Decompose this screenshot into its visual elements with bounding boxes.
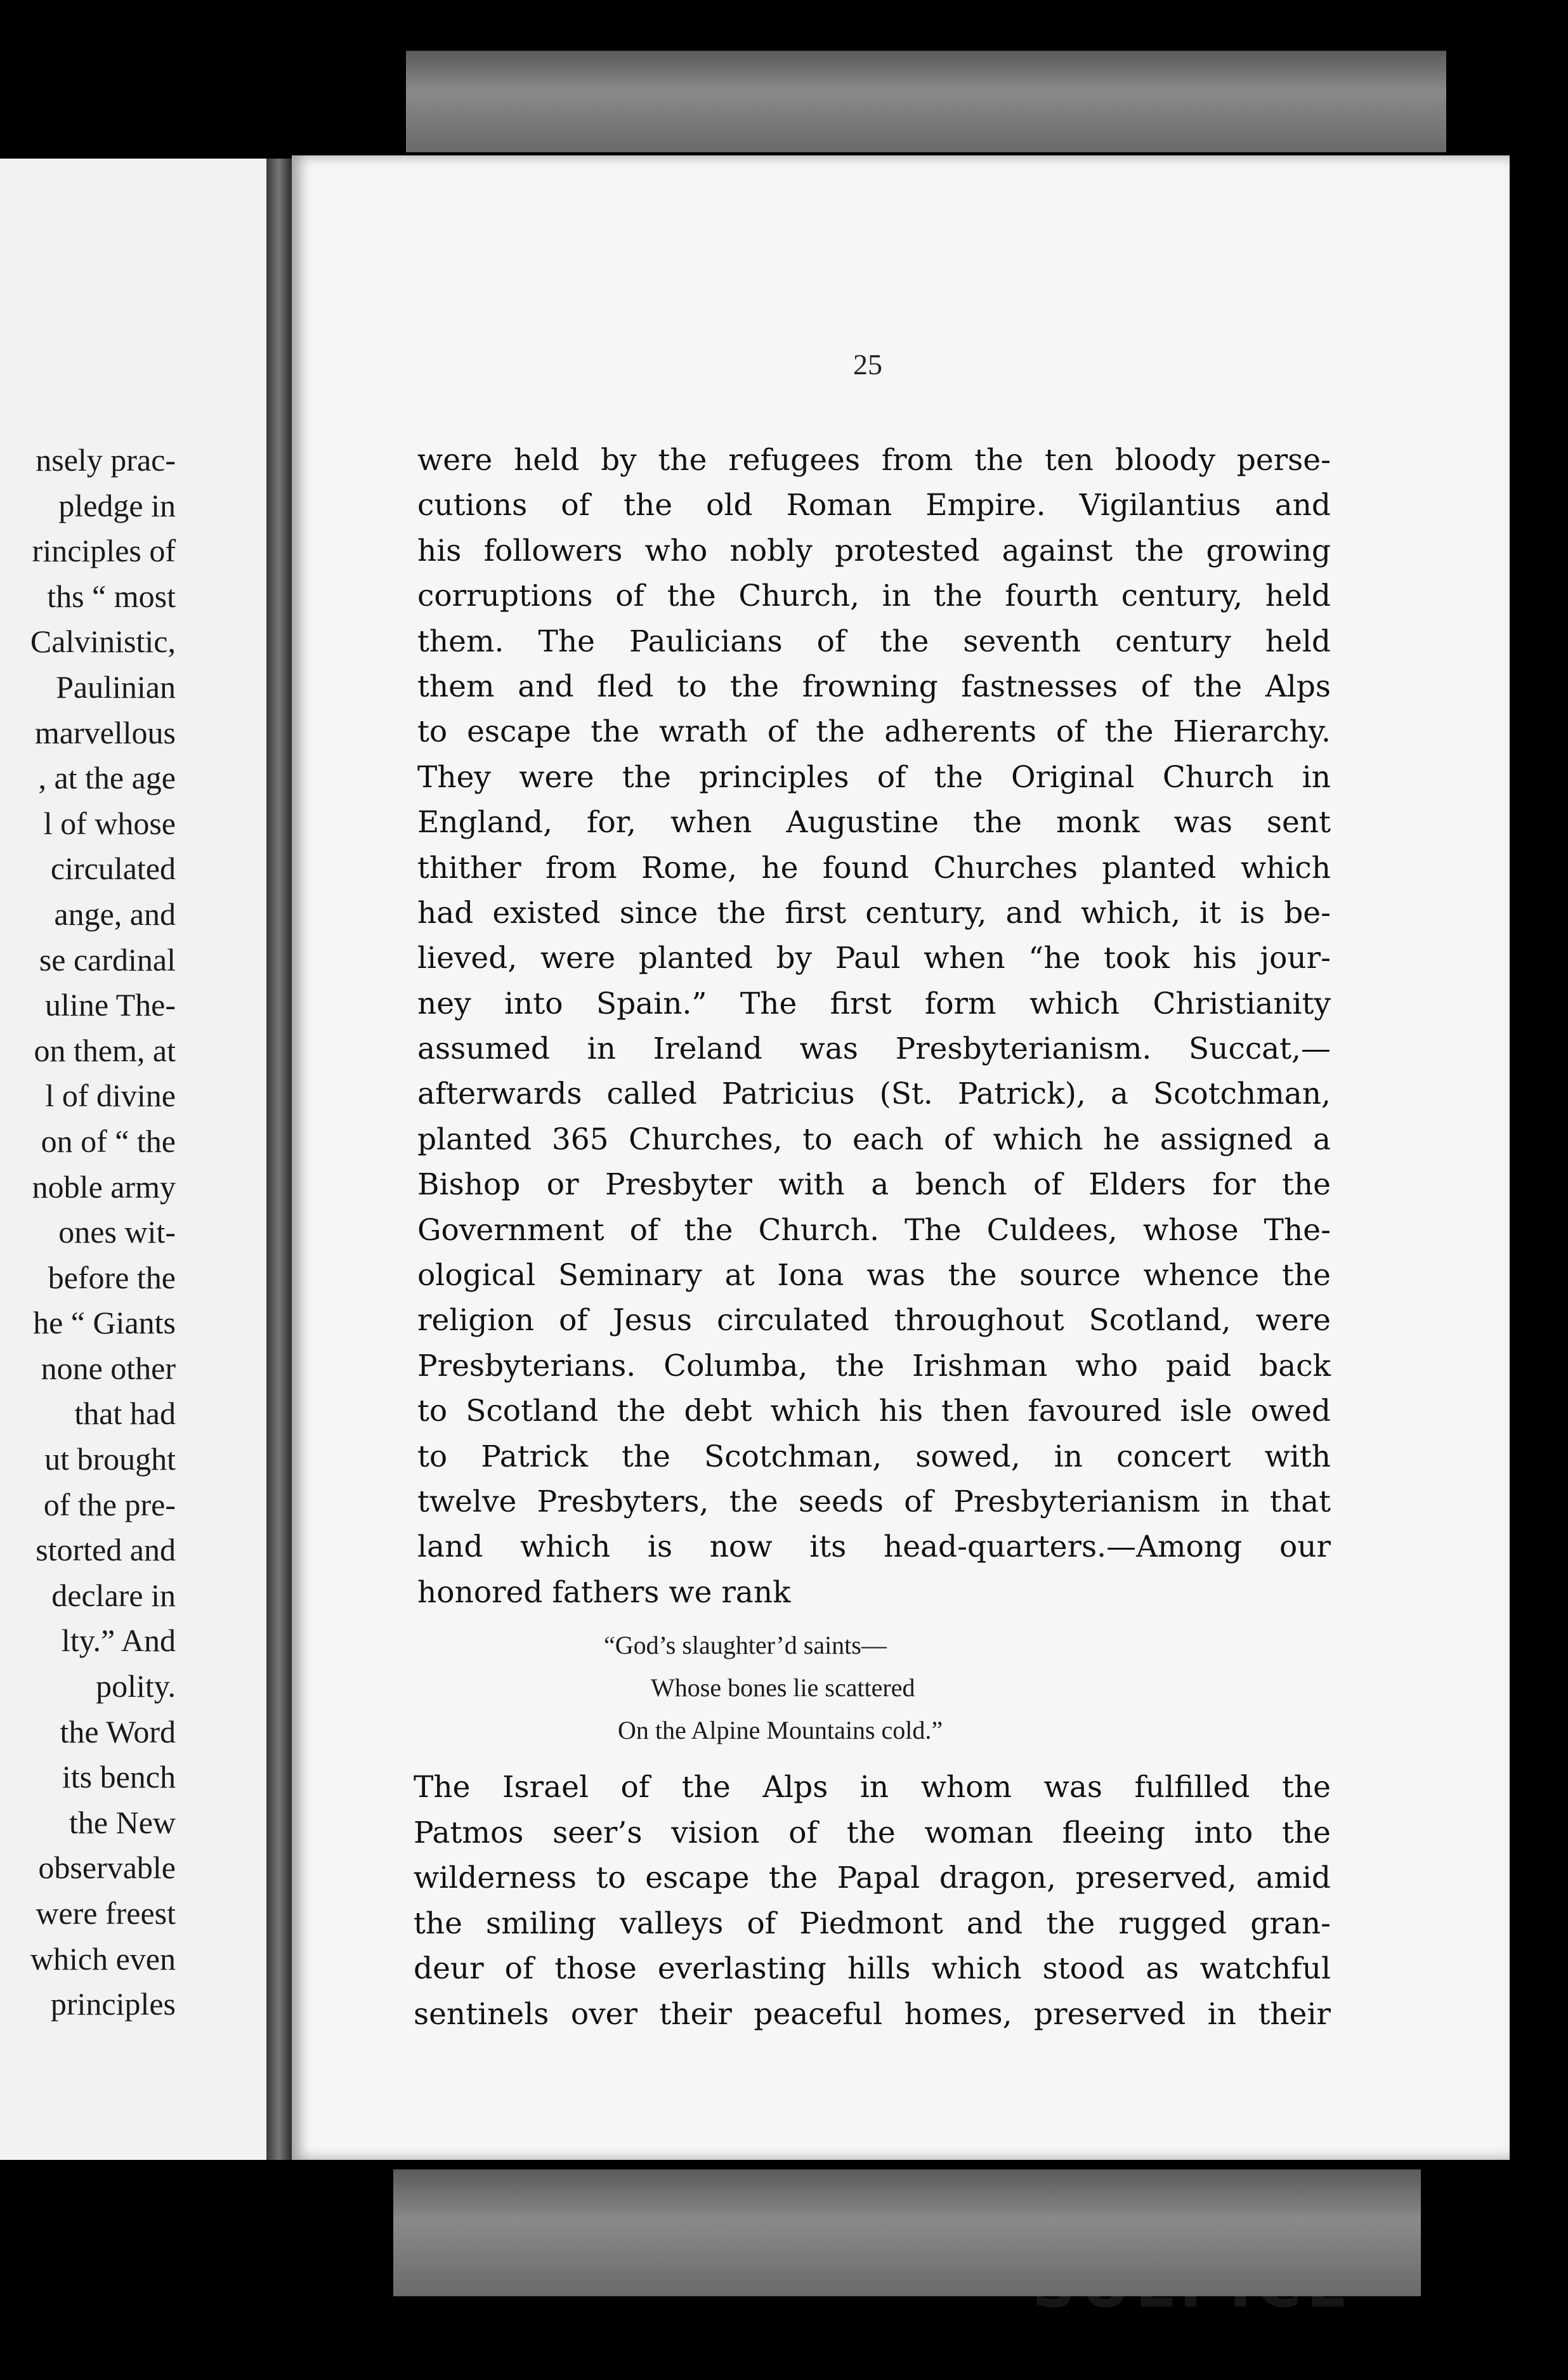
text-line: honored fathers we rank	[417, 1574, 791, 1610]
text-line: wilderness to escape the Papal dragon, preserved, amid	[414, 1860, 1331, 1896]
left-page-line: l of whose	[43, 805, 176, 841]
text-line: to Scotland the debt which his then favoured isle owed	[417, 1394, 1331, 1429]
text-line: religion of Jesus circulated throughout Scotland, were	[417, 1303, 1331, 1338]
text-line: them and fled to the frowning fastnesses of the Alps	[417, 669, 1331, 704]
text-line: his followers who nobly protested against the growing	[417, 533, 1331, 568]
left-page-line: circulated	[50, 851, 176, 887]
left-page-line: Calvinistic,	[30, 624, 176, 660]
text-line: assumed in Ireland was Presbyterianism. Succat,—	[417, 1031, 1331, 1067]
left-page-fragment	[0, 159, 266, 2160]
left-page-line: ones wit-	[58, 1214, 176, 1250]
verse-quotation	[571, 1624, 1142, 1751]
body-paragraph-2	[414, 1765, 1331, 2037]
left-page-line: observable	[38, 1850, 176, 1886]
text-line: them. The Paulicians of the seventh century held	[417, 624, 1331, 659]
text-line: deur of those everlasting hills which stood as watchful	[414, 1951, 1331, 1987]
text-line: the smiling valleys of Piedmont and the rugged gran-	[414, 1906, 1331, 1941]
left-page-line: its bench	[62, 1759, 176, 1795]
text-line: to Patrick the Scotchman, sowed, in concert with	[417, 1439, 1331, 1474]
text-line: afterwards called Patricius (St. Patrick), a Scotchman,	[417, 1076, 1331, 1112]
text-line: to escape the wrath of the adherents of the Hierarchy.	[417, 714, 1331, 750]
text-line: planted 365 Churches, to each of which he assigned a	[417, 1121, 1331, 1157]
left-page-line: l of divine	[45, 1078, 176, 1114]
left-page-line: on of “ the	[41, 1123, 176, 1159]
left-page-line: nsely prac-	[36, 442, 176, 478]
left-page-line: that had	[74, 1396, 176, 1432]
left-page-line: of the pre-	[43, 1486, 176, 1522]
text-line: had existed since the first century, and which, it is be-	[417, 895, 1331, 931]
left-page-line: he “ Giants	[33, 1305, 176, 1341]
left-page-line: none other	[41, 1350, 176, 1386]
left-page-line: the Word	[60, 1713, 176, 1749]
text-line: twelve Presbyters, the seeds of Presbyterianism in that	[417, 1484, 1331, 1519]
quote-line: Whose bones lie scattered	[651, 1673, 915, 1702]
text-line: The Israel of the Alps in whom was fulfilled the	[414, 1770, 1331, 1805]
text-line: Patmos seer’s vision of the woman fleeing into the	[414, 1815, 1331, 1850]
left-page-line: before the	[48, 1259, 176, 1295]
text-line: Presbyterians. Columba, the Irishman who paid back	[417, 1348, 1331, 1383]
text-line: were held by the refugees from the ten bloody perse-	[417, 443, 1331, 478]
left-page-line: , at the age	[38, 760, 176, 796]
left-page-line: se cardinal	[39, 941, 176, 978]
left-page-line: pledge in	[58, 487, 176, 523]
text-line: England, for, when Augustine the monk was sent	[417, 805, 1331, 840]
text-line: corruptions of the Church, in the fourth century, held	[417, 579, 1331, 614]
left-page-line: the New	[69, 1804, 176, 1840]
text-line: They were the principles of the Original Church in	[417, 759, 1331, 795]
quote-line: “God’s slaughter’d saints—	[604, 1631, 887, 1659]
left-page-line: principles	[50, 1986, 176, 2022]
left-page-line: lty.” And	[61, 1623, 176, 1659]
left-page-line: polity.	[96, 1668, 176, 1704]
text-line: lieved, were planted by Paul when “he took his jour-	[417, 941, 1331, 976]
left-page-line: declare in	[51, 1577, 176, 1613]
book-gutter	[266, 159, 292, 2160]
text-line: thither from Rome, he found Churches planted which	[417, 850, 1331, 886]
page-number: 25	[853, 348, 882, 381]
left-page-line: ut brought	[44, 1441, 176, 1477]
left-page-line: on them, at	[34, 1032, 176, 1068]
left-page-line: which even	[30, 1940, 176, 1977]
left-page-line: noble army	[32, 1168, 176, 1205]
left-page-text	[0, 438, 176, 2027]
text-line: cutions of the old Roman Empire. Vigilantius and	[417, 488, 1331, 523]
quote-line: On the Alpine Mountains cold.”	[618, 1716, 943, 1744]
text-line: ney into Spain.” The first form which Christianity	[417, 986, 1331, 1021]
text-line: land which is now its head-quarters.—Among our	[417, 1529, 1331, 1565]
text-line: sentinels over their peaceful homes, preserved in their	[414, 1996, 1331, 2032]
text-line: Government of the Church. The Culdees, whose The-	[417, 1212, 1331, 1248]
left-page-line: marvellous	[34, 714, 176, 750]
left-page-line: Paulinian	[56, 669, 176, 705]
left-page-line: ths “ most	[47, 578, 176, 614]
text-line: ological Seminary at Iona was the source whence the	[417, 1258, 1331, 1293]
left-page-line: storted and	[36, 1532, 176, 1568]
left-page-line: were freest	[36, 1895, 176, 1931]
text-line: Bishop or Presbyter with a bench of Elders for the	[417, 1167, 1331, 1203]
body-paragraph-1	[417, 438, 1331, 1615]
left-page-line: rinciples of	[32, 533, 176, 569]
left-page-line: ange, and	[54, 896, 176, 932]
bottom-tape-strip	[393, 2169, 1421, 2296]
left-page-line: uline The-	[45, 987, 176, 1023]
top-tape-strip	[406, 51, 1446, 152]
